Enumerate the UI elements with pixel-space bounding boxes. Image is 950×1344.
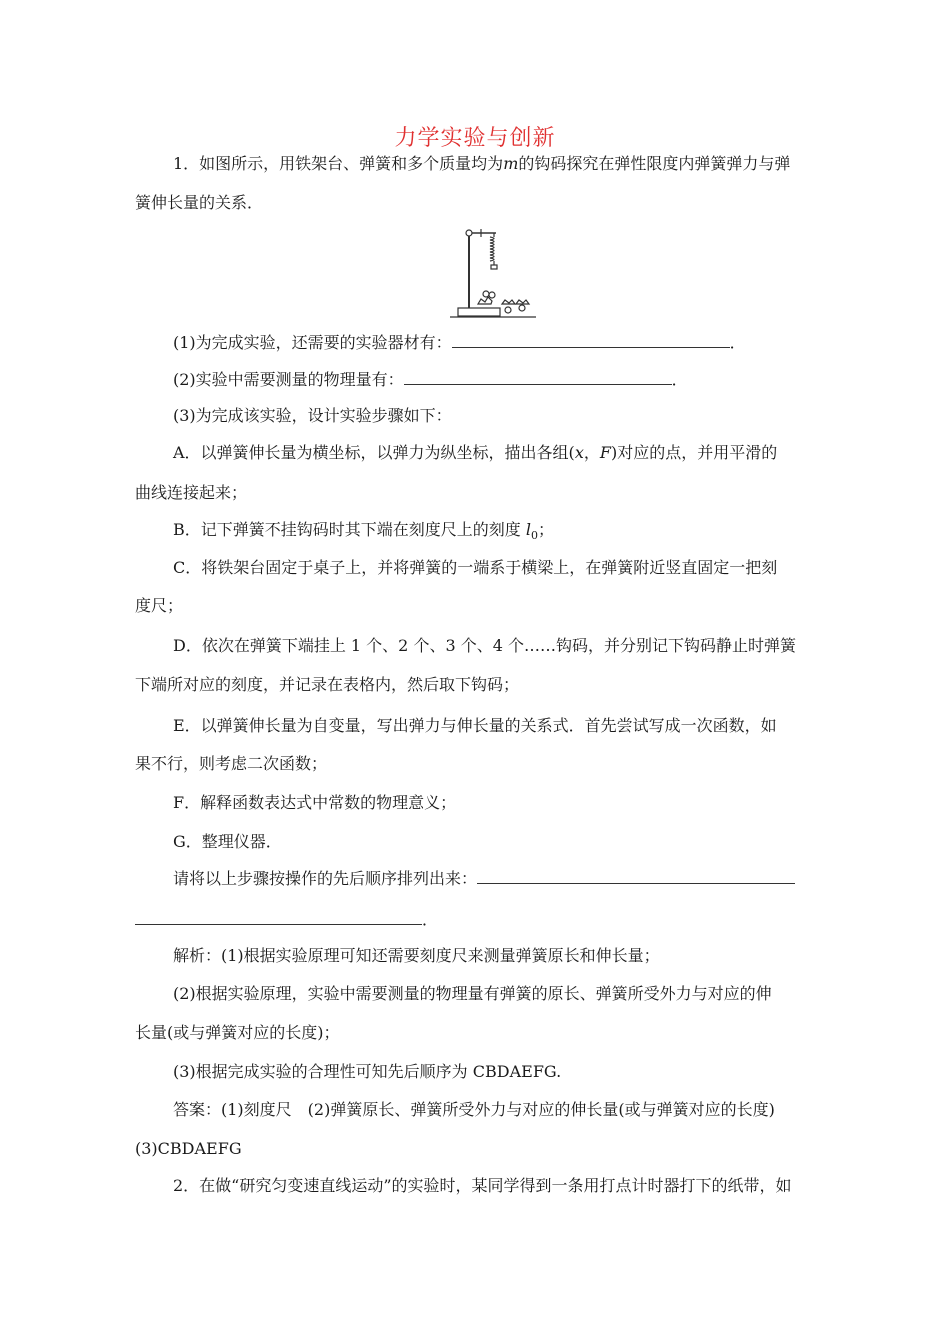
answer-blank-order[interactable] [477, 869, 795, 884]
step-f: F．解释函数表达式中常数的物理意义； [173, 793, 457, 812]
step-d-line2: 下端所对应的刻度，并记录在表格内，然后取下钩码； [135, 675, 520, 694]
step-e-line2: 果不行，则考虑二次函数； [135, 754, 328, 773]
step-g: G．整理仪器． [173, 832, 282, 851]
answer-blank-2[interactable] [404, 370, 672, 385]
q1-sub2: (2)实验中需要测量的物理量有： ． [173, 370, 688, 389]
q1-sub1: (1)为完成实验，还需要的实验器材有： ． [173, 333, 746, 352]
analysis-1: 解析：(1)根据实验原理可知还需要刻度尺来测量弹簧原长和伸长量； [173, 946, 660, 965]
answer-blank-1[interactable] [452, 333, 730, 348]
analysis-2-line2: 长量(或与弹簧对应的长度)； [135, 1023, 340, 1042]
step-b: B．记下弹簧不挂钩码时其下端在刻度尺上的刻度 $l_0$； [173, 520, 554, 543]
page-title: 力学实验与创新 [394, 126, 556, 151]
q1-stem-line1: 1．如图所示，用铁架台、弹簧和多个质量均为m的钩码探究在弹性限度内弹簧弹力与弹 [173, 154, 791, 173]
step-a-line2: 曲线连接起来； [135, 483, 248, 502]
answer-line2: (3)CBDAEFG [135, 1139, 242, 1158]
step-a-line1: A．以弹簧伸长量为横坐标，以弹力为纵坐标，描出各组(x，F)对应的点，并用平滑的 [173, 443, 778, 462]
order-prompt-continued: ． [135, 910, 438, 930]
analysis-3: (3)根据完成实验的合理性可知先后顺序为 CBDAEFG. [173, 1062, 562, 1081]
q2-stem: 2．在做“研究匀变速直线运动”的实验时，某同学得到一条用打点计时器打下的纸带，如 [173, 1176, 792, 1195]
order-prompt: 请将以上步骤按操作的先后顺序排列出来： [173, 869, 795, 889]
analysis-2-line1: (2)根据实验原理，实验中需要测量的物理量有弹簧的原长、弹簧所受外力与对应的伸 [173, 984, 772, 1003]
answer-blank-order-2[interactable] [135, 910, 422, 925]
spring-apparatus-figure [436, 222, 546, 322]
step-c-line2: 度尺； [135, 596, 184, 615]
step-d-line1: D．依次在弹簧下端挂上 1 个、2 个、3 个、4 个……钩码，并分别记下钩码静止时弹簧 [173, 636, 796, 655]
q1-sub3: (3)为完成该实验，设计实验步骤如下： [173, 406, 452, 425]
q1-stem-line2: 簧伸长量的关系． [135, 193, 264, 212]
answer-line1: 答案：(1)刻度尺 (2)弹簧原长、弹簧所受外力与对应的伸长量(或与弹簧对应的长度) [173, 1100, 775, 1119]
step-c-line1: C．将铁架台固定于桌子上，并将弹簧的一端系于横梁上，在弹簧附近竖直固定一把刻 [173, 558, 778, 577]
step-e-line1: E．以弹簧伸长量为自变量，写出弹力与伸长量的关系式．首先尝试写成一次函数，如 [173, 716, 777, 735]
